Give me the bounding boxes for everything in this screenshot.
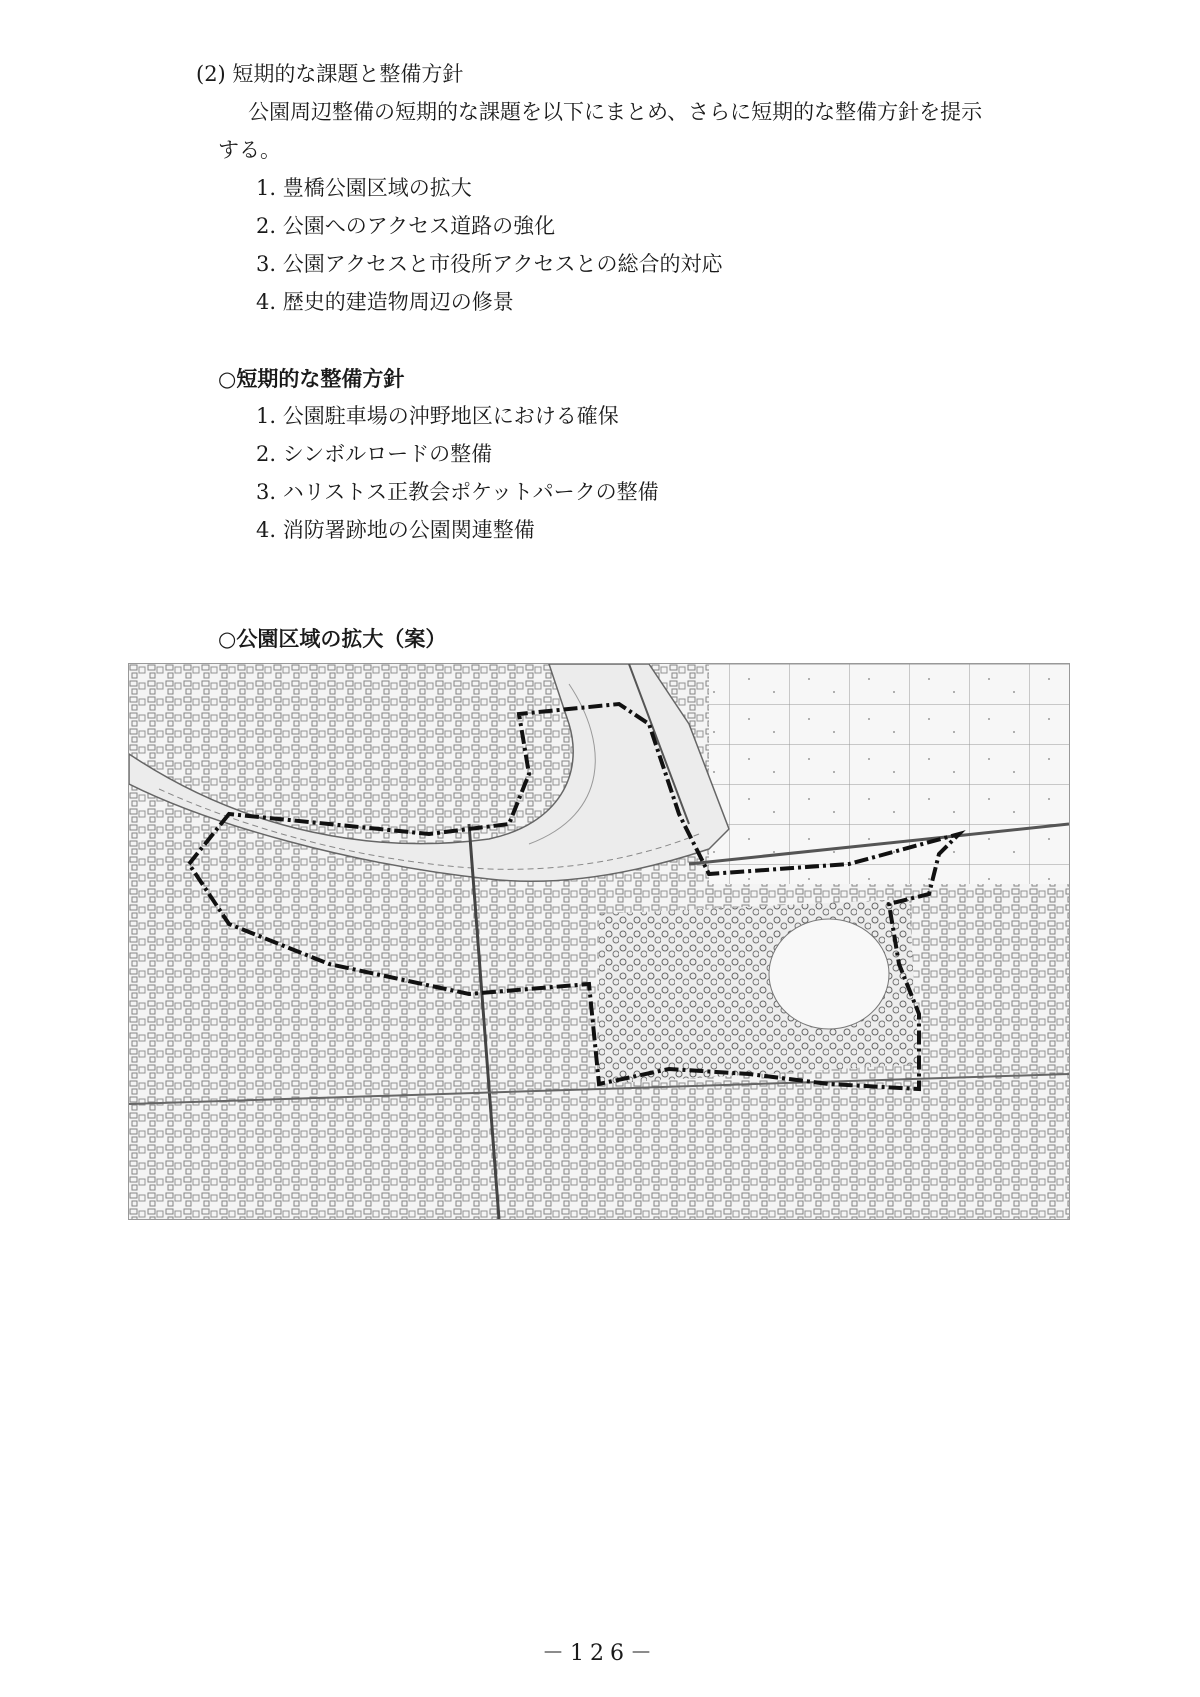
issue-item: 2. 公園へのアクセス道路の強化 bbox=[256, 214, 556, 238]
map-drawing bbox=[129, 664, 1069, 1219]
intro-text-line-2: する。 bbox=[218, 138, 281, 162]
intro-text-line-1: 公園周辺整備の短期的な課題を以下にまとめ、さらに短期的な整備方針を提示 bbox=[248, 100, 983, 124]
policy-item: 3. ハリストス正教会ポケットパークの整備 bbox=[256, 480, 659, 504]
policy-item: 4. 消防署跡地の公園関連整備 bbox=[256, 518, 535, 542]
section-heading: (2) 短期的な課題と整備方針 bbox=[196, 62, 464, 86]
policy-item: 2. シンボルロードの整備 bbox=[256, 442, 493, 466]
issue-item: 4. 歴史的建造物周辺の修景 bbox=[256, 290, 514, 314]
policy-item: 1. 公園駐車場の沖野地区における確保 bbox=[256, 404, 619, 428]
map-heading: ○公園区域の拡大（案） bbox=[218, 626, 447, 651]
issue-item: 1. 豊橋公園区域の拡大 bbox=[256, 176, 472, 200]
issue-item: 3. 公園アクセスと市役所アクセスとの総合的対応 bbox=[256, 252, 723, 276]
park-area-map bbox=[128, 663, 1070, 1220]
policy-heading: ○短期的な整備方針 bbox=[218, 366, 405, 391]
page-number: －126－ bbox=[542, 1641, 658, 1666]
